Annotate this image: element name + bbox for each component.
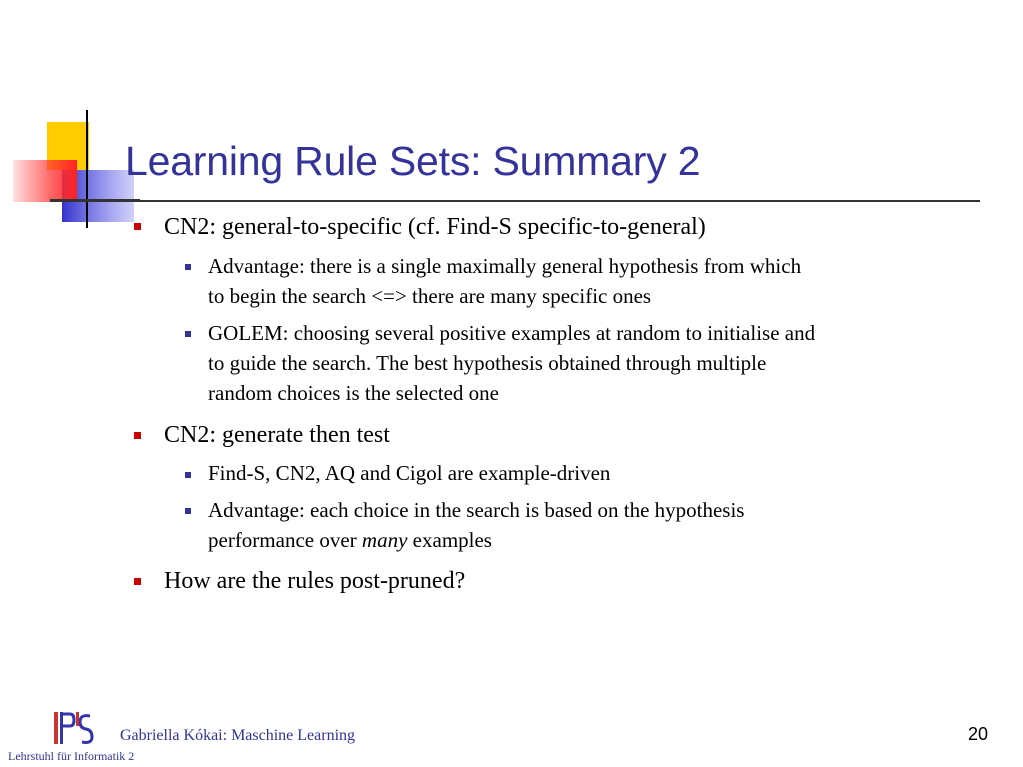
sub-bullet-line: Advantage: each choice in the search is based on the hypothesis [208,498,745,522]
sub-bullet-marker [185,472,191,478]
lehrstuhl-logo-icon [52,712,94,746]
bullet-item: CN2: general-to-specific (cf. Find-S specific-to-general) [164,214,706,240]
sub-bullet-item [208,318,815,408]
sub-bullet-line: Find-S, CN2, AQ and Cigol are example-driven [208,461,611,485]
sub-bullet-item [208,495,744,555]
bullet-marker [134,432,141,439]
sub-bullet-line [208,525,744,555]
bullet-marker [134,223,141,230]
sub-bullet-line: GOLEM: choosing several positive examples at random to initialise and [208,321,816,345]
text-fragment: performance over [208,528,362,552]
sub-bullet-line: Advantage: there is a single maximally general hypothesis from which [208,254,802,278]
sub-bullet-line: to guide the search. The best hypothesis obtained through multiple [208,351,767,375]
sub-bullet-marker [185,508,191,514]
text-fragment: examples [407,528,492,552]
sub-bullet-marker [185,331,191,337]
footer-department: Lehrstuhl für Informatik 2 [8,749,135,763]
sub-bullet-line: to begin the search <=> there are many specific ones [208,284,652,308]
slide-title: Learning Rule Sets: Summary 2 [125,138,701,184]
sub-bullet-item [208,458,610,488]
emphasis-text: many [361,528,408,552]
sub-bullet-line: random choices is the selected one [208,381,499,405]
bullet-marker [134,578,141,585]
sub-bullet-item [208,251,801,311]
footer-author: Gabriella Kókai: Maschine Learning [120,727,356,744]
corner-decoration-icon [0,0,140,240]
title-divider [50,200,980,202]
bullet-item: CN2: generate then test [164,422,390,448]
page-number: 20 [968,724,989,744]
bullet-item: How are the rules post-pruned? [164,568,466,594]
sub-bullet-marker [185,264,191,270]
